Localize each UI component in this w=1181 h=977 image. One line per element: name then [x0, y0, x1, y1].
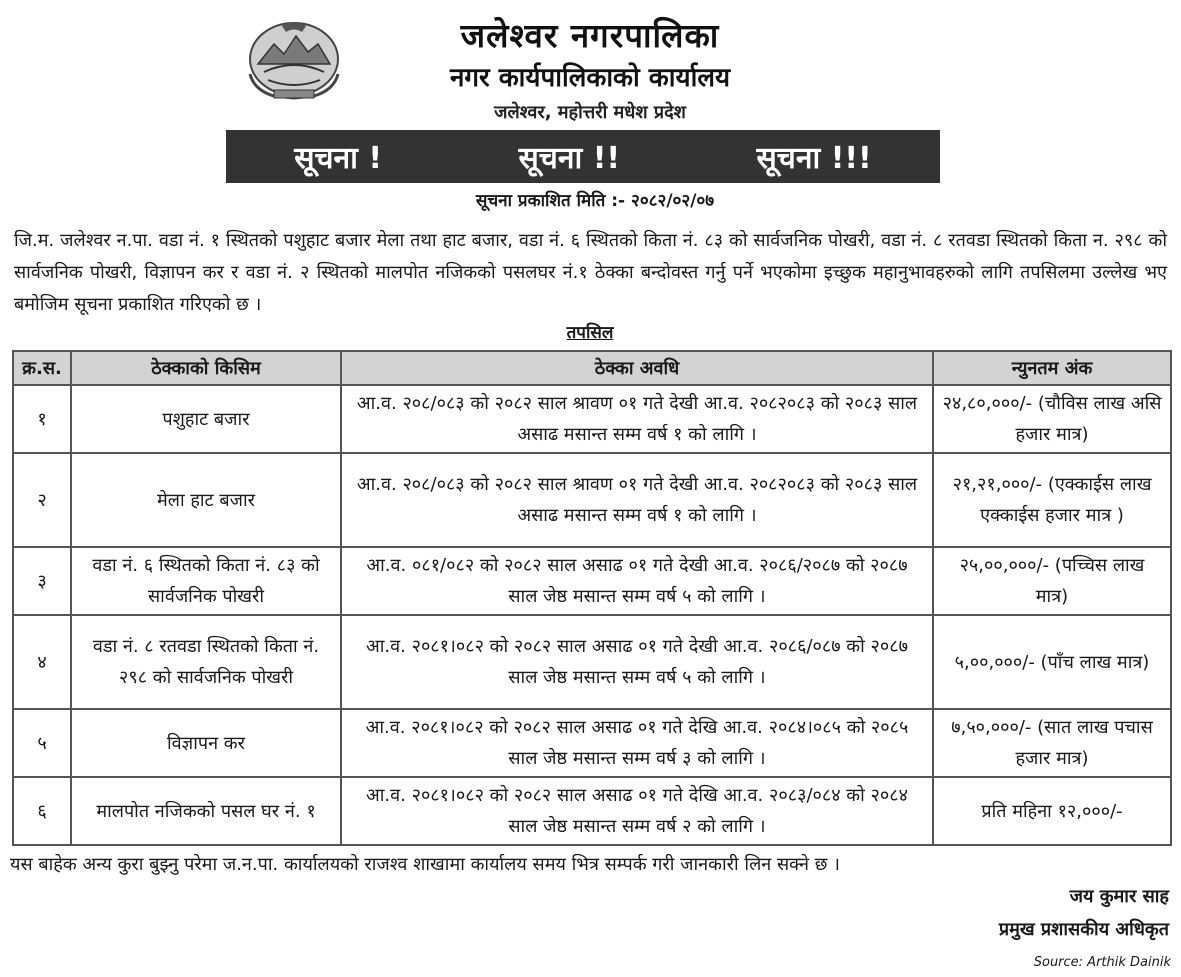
- table-row: [13, 547, 1171, 615]
- cell-minimum-amount: ५,००,०००/- (पाँच लाख मात्र): [933, 615, 1171, 709]
- table-row: [13, 615, 1171, 709]
- cell-contract-period: आ.व. ०८१/०८२ को २०८२ साल असाढ ०१ गते देखी आ.व. २०८६/२०८७ को २०८७ साल जेष्ठ मसान्त सम्म वर्ष ५ को लागि ।: [341, 547, 933, 615]
- cell-minimum-amount: २५,००,०००/- (पच्चिस लाख मात्र): [933, 547, 1171, 615]
- signatory-title: प्रमुख प्रशासकीय अधिकृत: [998, 919, 1169, 940]
- cell-serial: ६: [13, 777, 71, 845]
- cell-contract-type: पशुहाट बजार: [71, 385, 341, 453]
- header-minimum-amount: न्युनतम अंक: [933, 351, 1171, 385]
- cell-contract-period: आ.व. २०८/०८३ को २०८२ साल श्रावण ०१ गते देखी आ.व. २०८२०८३ को २०८३ साल असाढ मसान्त सम्म वर्ष १ को लागि ।: [341, 453, 933, 547]
- intro-paragraph: जि.म. जलेश्वर न.पा. वडा नं. १ स्थितको पशुहाट बजार मेला तथा हाट बजार, वडा नं. ६ स्थितको किता नं. ८३ को सार्वजनिक पोखरी, वडा नं. ८ रतवडा स्थितको किता न. २९८ को सार्वजनिक पोखरी, विज्ञापन कर र वडा नं. २ स्थितको मालपोत नजिकको पसलघर नं.१ ठेक्का बन्दोवस्त गर्नु पर्ने भएकोमा इच्छुक महानुभावहरुको लागि तपसिलमा उल्लेख भए बमोजिम सूचना प्रकाशित गरिएको छ ।: [14, 230, 1167, 315]
- cell-contract-type: विज्ञापन कर: [71, 709, 341, 777]
- table-row: [13, 777, 1171, 845]
- source-credit: Source: Arthik Dainik: [1033, 955, 1171, 970]
- table-row: [13, 709, 1171, 777]
- section-heading: तपसिल: [566, 323, 614, 343]
- banner-item: सूचना !: [294, 141, 383, 176]
- cell-serial: ५: [13, 709, 71, 777]
- nepal-emblem-icon: [244, 14, 344, 100]
- cell-contract-period: आ.व. २०८१।०८२ को २०८२ साल असाढ ०१ गते देखी आ.व. २०८६/०८७ को २०८७ साल जेष्ठ मसान्त सम्म वर्ष ५ को लागि ।: [341, 615, 933, 709]
- cell-serial: ४: [13, 615, 71, 709]
- cell-contract-type: वडा नं. ८ रतवडा स्थितको किता नं. २९८ को सार्वजनिक पोखरी: [71, 615, 341, 709]
- contract-table: [12, 350, 1172, 846]
- table-header-row: [13, 351, 1171, 385]
- cell-minimum-amount: ७,५०,०००/- (सात लाख पचास हजार मात्र): [933, 709, 1171, 777]
- table-row: [13, 453, 1171, 547]
- cell-contract-period: आ.व. २०८/०८३ को २०८२ साल श्रावण ०१ गते देखी आ.व. २०८२०८३ को २०८३ साल असाढ मसान्त सम्म वर्ष १ को लागि ।: [341, 385, 933, 453]
- cell-serial: २: [13, 453, 71, 547]
- office-address: जलेश्वर, महोत्तरी मधेश प्रदेश: [494, 102, 686, 123]
- notice-banner: [226, 130, 940, 183]
- cell-minimum-amount: २१,२१,०००/- (एक्काईस लाख एक्काईस हजार मात्र ): [933, 453, 1171, 547]
- cell-contract-type: मालपोत नजिकको पसल घर नं. १: [71, 777, 341, 845]
- cell-contract-period: आ.व. २०८१।०८२ को २०८२ साल असाढ ०१ गते देखि आ.व. २०८३/०८४ को २०८४ साल जेष्ठ मसान्त सम्म वर्ष २ को लागि ।: [341, 777, 933, 845]
- org-name: जलेश्वर नगरपालिका: [460, 16, 720, 55]
- cell-minimum-amount: प्रति महिना १२,०००/-: [933, 777, 1171, 845]
- publication-date: सूचना प्रकाशित मिति :- २०८२/०२/०७: [475, 191, 715, 211]
- cell-serial: ३: [13, 547, 71, 615]
- header-contract-period: ठेक्का अवधि: [341, 351, 933, 385]
- cell-contract-type: वडा नं. ६ स्थितको किता नं. ८३ को सार्वजनिक पोखरी: [71, 547, 341, 615]
- cell-serial: १: [13, 385, 71, 453]
- cell-contract-period: आ.व. २०८१।०८२ को २०८२ साल असाढ ०१ गते देखि आ.व. २०८४।०८५ को २०८५ साल जेष्ठ मसान्त सम्म वर्ष ३ को लागि ।: [341, 709, 933, 777]
- header-serial: क्र.स.: [13, 351, 71, 385]
- cell-contract-type: मेला हाट बजार: [71, 453, 341, 547]
- banner-item: सूचना !!!: [756, 141, 872, 176]
- header-contract-type: ठेक्काको किसिम: [71, 351, 341, 385]
- table-row: [13, 385, 1171, 453]
- contact-note: यस बाहेक अन्य कुरा बुझ्नु परेमा ज.न.पा. कार्यालयको राजश्व शाखामा कार्यालय समय भित्र सम्पर्क गरी जानकारी लिन सक्ने छ ।: [10, 854, 840, 875]
- signatory-name: जय कुमार साह: [1069, 886, 1169, 907]
- office-name: नगर कार्यपालिकाको कार्यालय: [449, 63, 731, 93]
- cell-minimum-amount: २४,८०,०००/- (चौविस लाख असि हजार मात्र): [933, 385, 1171, 453]
- banner-item: सूचना !!: [518, 141, 621, 176]
